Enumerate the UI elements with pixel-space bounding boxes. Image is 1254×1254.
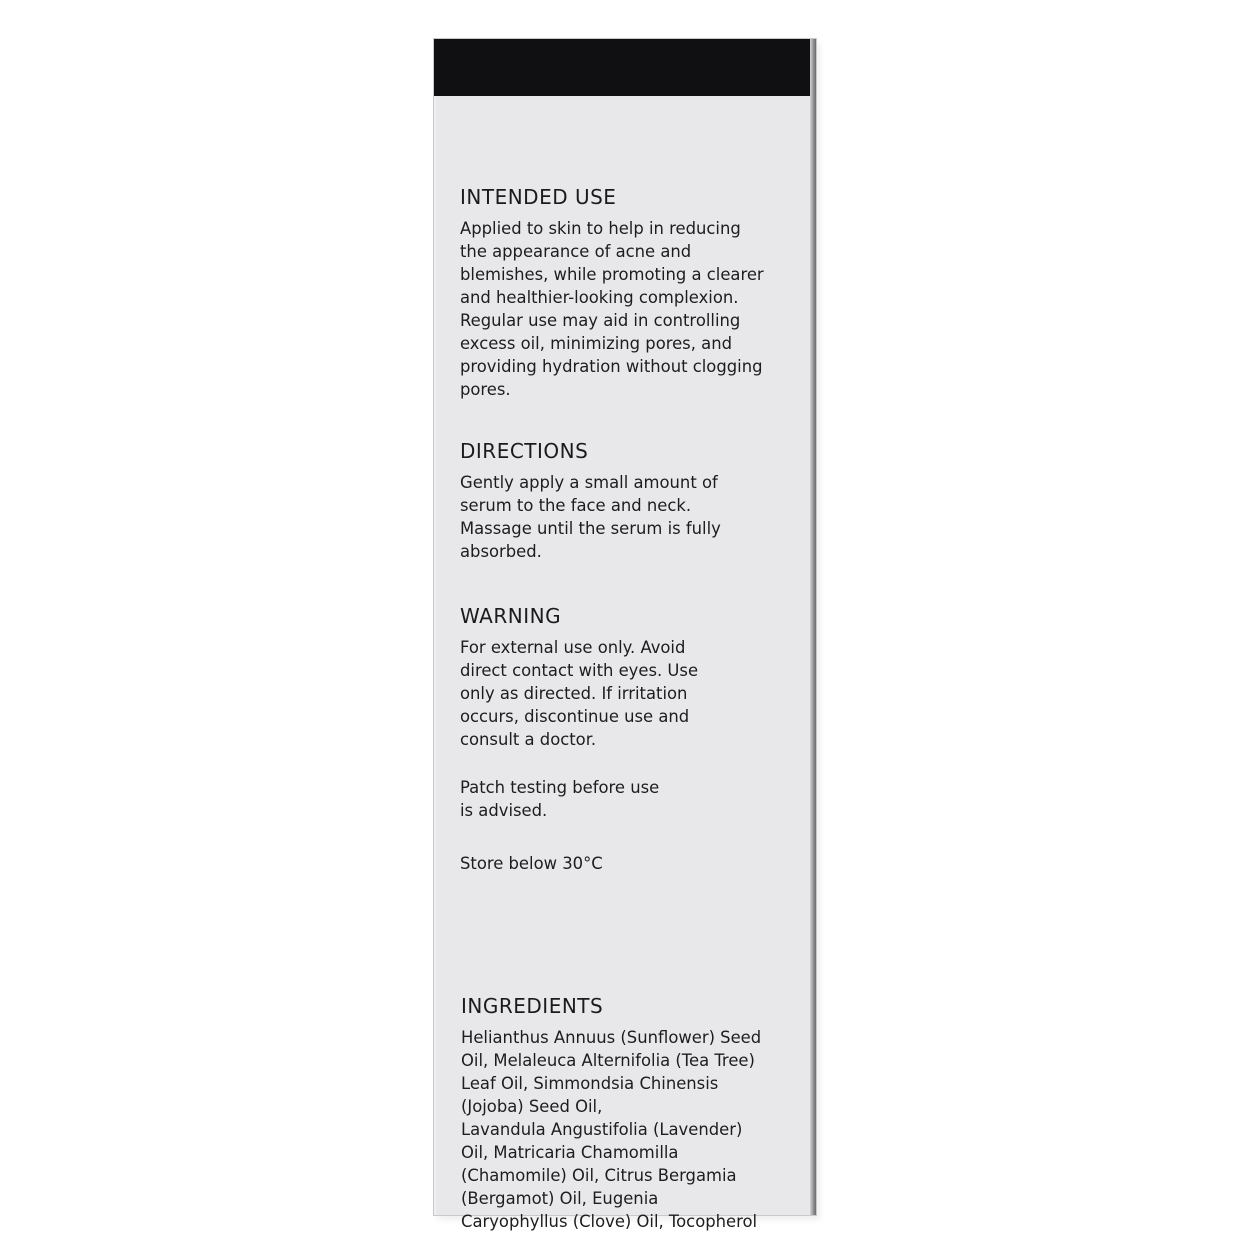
patch-test-text: Patch testing before use is advised. (460, 778, 660, 820)
directions-heading: DIRECTIONS (460, 439, 589, 463)
box-top-black-band (434, 39, 816, 96)
product-box (433, 38, 817, 1231)
warning-section (460, 604, 805, 751)
directions-text: Gently apply a small amount of serum to the face and neck. Massage until the serum is fully absorbed. (460, 473, 721, 561)
patch-test-note (460, 776, 805, 822)
storage-text: Store below 30°C (460, 854, 603, 873)
intended-use-heading: INTENDED USE (460, 185, 617, 209)
intended-use-text: Applied to skin to help in reducing the appearance of acne and blemishes, while promoting a clearer and healthier-looking complexion. Regular use may aid in controlling excess oil, minimizing pores, and providing hydration without clogging pores. (460, 219, 764, 399)
ingredients-heading: INGREDIENTS (461, 994, 604, 1018)
ingredients-section (461, 994, 806, 1233)
box-side-edge (810, 39, 816, 1215)
intended-use-section (460, 185, 805, 401)
warning-text: For external use only. Avoid direct contact with eyes. Use only as directed. If irritation occurs, discontinue use and consult a doctor. (460, 638, 699, 749)
storage-note (460, 852, 805, 875)
ingredients-text: Helianthus Annuus (Sunflower) Seed Oil, Melaleuca Alternifolia (Tea Tree) Leaf Oil, Simmondsia Chinensis (Jojoba) Seed Oil, Lavandula Angustifolia (Lavender) Oil, Matricaria Chamomilla (Chamomile) Oil, Citrus Bergamia (Bergamot) Oil, Eugenia Caryophyllus (Clove) Oil, Tocopherol (461, 1028, 762, 1231)
warning-heading: WARNING (460, 604, 562, 628)
box-left-edge (434, 39, 437, 1215)
directions-section (460, 439, 805, 563)
